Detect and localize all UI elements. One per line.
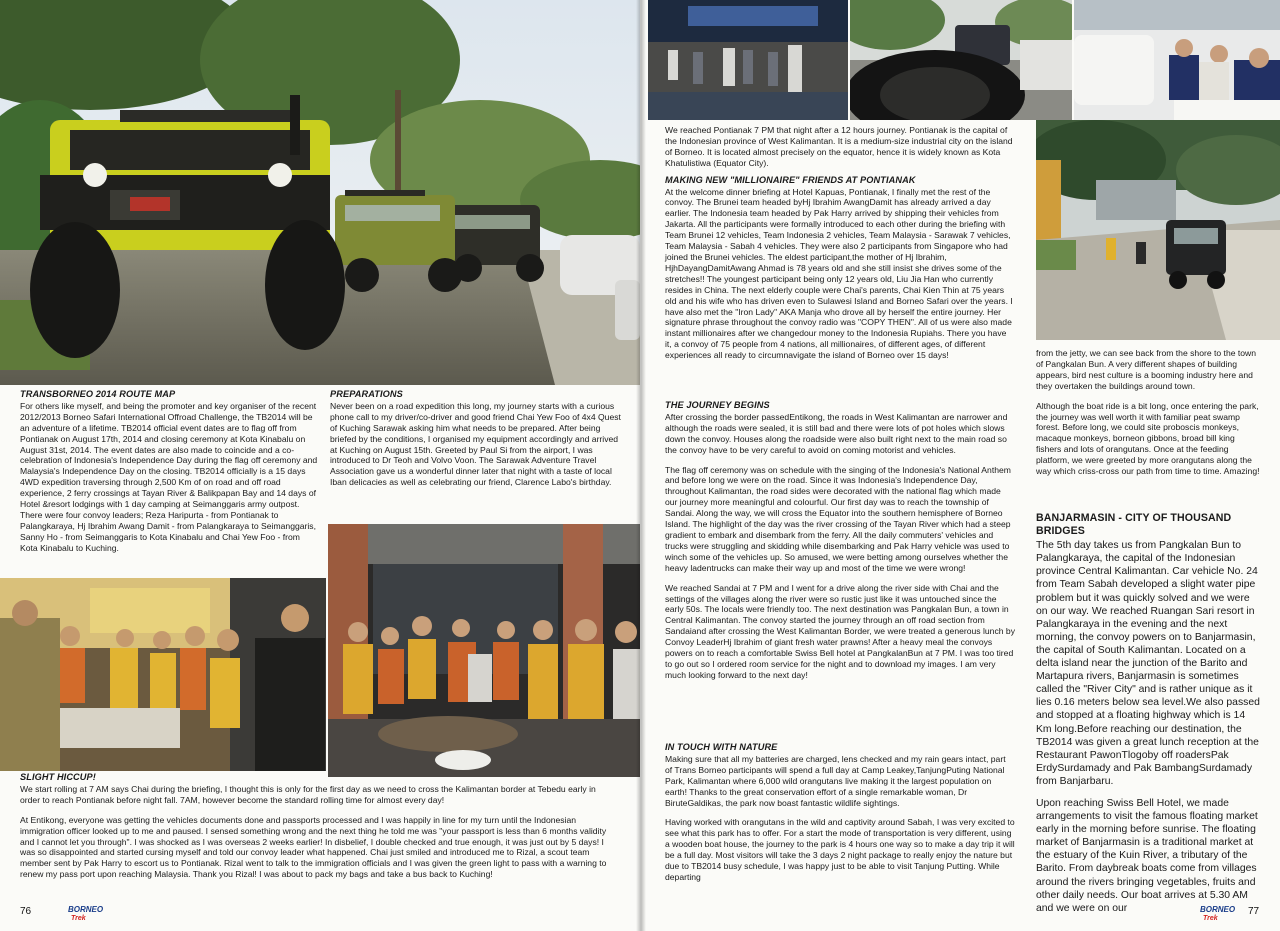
page-number-right: 77 <box>1248 906 1260 917</box>
banjarmasin-paragraph-1: The 5th day takes us from Pangkalan Bun to Palangkaraya, the capital of the Indonesian province Central Kalimantan. Car vehicle No. 24 from Team Sabah developed a slight water pipe problem but it was quickly solved and we were on our way. We reached Ruangan Sari resort in Palangkaraya in the evening and the next morning, the convoy powers on to Banjarmasin, the capital of South Kalimantan. Located on a delta island near the junction of the Barito and Martapura rivers, Banjarmasin is sometimes called the "River City" and is rather unique as it lies 0.16 meters below sea level.We also passed and stopped at a floating highway which is 14 Km long.Before reaching our destination, the TB2014 was given a great lunch reception at the Restaurant PawonTlogoby off roadersPak ErdySurdamady and Pak BambangSurdamady from Banjarbaru. <box>1036 540 1260 787</box>
jetty-section <box>1036 348 1262 486</box>
svg-text:BORNEO: BORNEO <box>68 905 104 914</box>
route-map-heading: TRANSBORNEO 2014 ROUTE MAP <box>20 389 176 399</box>
journey-section <box>665 400 1015 690</box>
page-number-left: 76 <box>20 906 32 917</box>
nature-paragraph-1: Making sure that all my batteries are charged, lens checked and my rain gears intact, part of Trans Borneo participants will spend a full day at Camp Leakey,TanjungPuting National Park, Kalimantan where 6,000 wild orangutans live making it the largest population on earth! Thanks to the great conservation effort of a single remarkable woman, Dr BiruteGaldikas, the park now boast fantastic wildlife sightings. <box>665 753 1006 808</box>
route-map-body: For others like myself, and being the promoter and key organiser of the recent 2012/2013 Borneo Safari International Offroad Challenge, the TB2014 will be an adventure of a lifetime. TB2014 official event dates are to flag off from Pontianak on August 17th, 2014 and closing ceremony at Kota Kinabalu on August 31st, 2014. The event dates are also made to coincide and a co-celebration of Indonesia's Independence Day during the flag off ceremony and Malaysia's Independence Day on the closing. TB2014 officially is a 15 days 4WD expedition traversing through 2,500 Km of on road and off road experience, 2 ferry crossings at Tayan River & Balikpapan Bay and 14 days of Hotel &resort lodgings with 1 day camping at Seimanggaris army outpost. There were four convoy leaders; Reza Haripurta - from Pontianak to Palangkaraya, Hj Ibrahim Awang Damit - from Palangkaraya to Seimanggaris, Sanny Ho - from Seimanggaris to Kota Kinabalu and Chai Yew Foo - from Kota Kinabalu to Kuching. <box>20 400 318 553</box>
nature-paragraph-2: Having worked with orangutans in the wild and captivity around Sabah, I was very excited to see what this park has to offer. For a start the mode of transportation is very different, using a wooden boat house, the journey to the park is 4 hours one way so to make a day trip it will be a full day. Most visitors will take the 3 days 2 night package to really enjoy the nature but due to TB2014 busy schedule, I was happy just to be able to visit Tanjung Putting. While departing <box>665 817 1015 882</box>
hero-photo-4x4-trucks <box>0 0 640 385</box>
pontianak-intro: We reached Pontianak 7 PM that night after a 12 hours journey. Pontianak is the capital of the Indonesian province of West Kalimantan. It is a medium-size industrial city on the island of Borneo. It is located almost precisely on the equator, hence it is widely known as Kota Khatulistiwa (Equator City). <box>665 125 1013 168</box>
hiccup-section <box>20 772 618 889</box>
pontianak-heading: MAKING NEW "MILLIONAIRE" FRIENDS AT PONTIANAK <box>665 174 916 185</box>
jetty-paragraph-1: from the jetty, we can see back from the shore to the town of Pangkalan Bun. A very different shapes of building appears, bird nest culture is a booming industry here and they overtaken the buildings around town. <box>1036 348 1257 391</box>
svg-text:BORNEO: BORNEO <box>1200 905 1236 914</box>
right-page <box>640 0 1280 931</box>
banjarmasin-heading: BANJARMASIN - CITY OF THOUSAND BRIDGES <box>1036 512 1232 538</box>
preparations-section <box>330 389 622 497</box>
photo-group-dinner <box>328 524 640 777</box>
nature-section <box>665 742 1015 892</box>
banjarmasin-paragraph-2: Upon reaching Swiss Bell Hotel, we made arrangements to visit the famous floating market early in the morning before sunrise. The floating market of Banjarmasin is a traditional market at the estuary of the Kuin River, a tributary of the Barito. From daybreak boats come from villages around the rivers bringing vegetables, fruits and other daily needs. Our boat arrives at 5.30 AM and we were on our <box>1036 797 1258 914</box>
route-map-section <box>20 389 318 563</box>
photo-briefing-group <box>0 578 326 771</box>
pontianak-section <box>665 125 1015 370</box>
journey-paragraph-2: The flag off ceremony was on schedule with the singing of the Indonesia's National Anthem and before long we were on the road. Since it was Indonesia's Independence Day, throughout Kalimantan, the road sides were decorated with the national flag which made our journey more meaningful and colourful. Our first day was to reach the township of Sandai. Along the way, we will cross the Equator into the southern hemisphere of Borneo Island. The highlight of the day was the river crossing of the Tayan River which had a steep gradient to embark and disembark from the ferry. All the daily commuters' vehicles and trucks were struggling and skidding while disembarking and Pak Harry vehicle was used to winch some of the vehicles up. So amused, we were betting among ourselves whether the heavy ladentrucks can make their way up and most of the time we were wrong! <box>665 464 1011 573</box>
hiccup-paragraph-2: At Entikong, everyone was getting the vehicles documents done and passports processed and I was happily in line for my turn until the Indonesian immigration officer looked up to me and paused. I sensed something wrong and the next thing he told me was "your passport is less than 6 months validity and I cannot let you through". I was shocked as I was overseas 2 weeks earlier! In disbelief, I double checked and true enough, it was just out by 5 days! I was so disappointed and started cursing myself and told our convoy leader what happened. Chai just smiled and introduced me to Rizal, a scout team member sent by Pak Harry to escort us to Pontianak. Rizal went to talk to the immigration officials and I was given the green light to pass with a warning to renew my pass port upon reaching Malaysia. Thank you Rizal! I was about to pack my bags and take a bus back to Kuching! <box>20 814 607 880</box>
preparations-heading: PREPARATIONS <box>330 389 403 399</box>
journey-paragraph-1: After crossing the border passedEntikong, the roads in West Kalimantan are narrower and although the roads were sealed, it is still bad and there were lots of pot holes which slows down the convoy. Houses along the roadside were also built right next to the main road so the convoy have to be very careful to avoid on coming motorist and vehicles. <box>665 411 1008 455</box>
borneo-logo-right <box>1200 903 1240 921</box>
banjarmasin-section <box>1036 512 1262 924</box>
photo-convoy-registration <box>1074 0 1280 120</box>
journey-heading: THE JOURNEY BEGINS <box>665 400 770 410</box>
pontianak-body: At the welcome dinner briefing at Hotel Kapuas, Pontianak, I finally met the rest of the convoy. The Brunei team headed byHj Ibrahim AwangDamit has already arrived a day earlier. The Indonesia team headed by Pak Harry arrived by shipping their vehicles from Jakarta. All the participants were formally introduced to each other during the briefing with Team Brunei 12 vehicles, Team Indonesia 2 vehicles, Team Malaysia - Sarawak 7 vehicles, Team Malaysia - Sabah 4 vehicles. They were also 2 participants from Singapore who had joined the Brunei vehicles. The eldest participant,the mother of Hj Ibrahim, HjhDayangDamitAwang Ahmad is 78 years old and she still insist she drives some of the stretches!! The youngest participant being only 12 years old, Liu Jia Han who currently resides in China. The next elderly couple were Chai's parents, Chai Kien Thin at 75 years old and his wife who has driven even to Sulawesi Island and Borneo Safari over the years. I have also met the "Iron Lady" AKA Manja who drove all by herself the entire journey. Her signature phrase throughout the convoy radio was "COPY THEN". All of us were also made instant millionaires after we changedour money to the Indonesia Rupiahs. There you have it, a convoy of 75 people from 4 nations, all millionaires, of different ages, of different experiences all ready to circumnavigate the island of Borneo over 15 days! <box>665 186 1013 361</box>
svg-text:Trek: Trek <box>1203 915 1218 921</box>
photo-road-convoy <box>1036 120 1280 340</box>
photo-hotel-entrance <box>648 0 848 120</box>
jetty-paragraph-2: Although the boat ride is a bit long, once entering the park, the journey was well worth it with familiar peat swamp forest. Before long, we could site proboscis monkeys, macaque monkeys, borneon gibbons, broad bill king fishers and lots of orangutans. Once at the feeding platform, we were greeted by more orangutans along the way which criss-cross our path from time to time. Amazing! <box>1036 400 1260 477</box>
nature-heading: IN TOUCH WITH NATURE <box>665 742 778 752</box>
hiccup-heading: SLIGHT HICCUP! <box>20 772 96 782</box>
preparations-body: Never been on a road expedition this long, my journey starts with a curious phone call to my driver/co-driver and good friend Chai Yew Foo of 4x4 Quest of Kuching Sarawak asking him what needs to be prepared. After being briefed by the conditions, I organised my equipment accordingly and arrived at Kuching on August 15th. Greeted by Paul Si from the airport, I was introduced to Dr Teoh and Volvo Voon. The Sarawak Adventure Travel Association gave us a wonderful dinner later that night with a taste of local Iban delicacies as well as celebrating our friend, Clarence Labo's birthday. <box>330 400 621 488</box>
hiccup-paragraph-1: We start rolling at 7 AM says Chai during the briefing, I thought this is only for the first day as we need to cross the Kalimantan border at Tebedu early in order to reach Pontianak before night fall. 7AM, however become the standard rolling time for almost every day! <box>20 783 596 805</box>
borneo-logo-left <box>68 903 108 921</box>
svg-text:Trek: Trek <box>71 915 86 921</box>
page-gutter <box>636 0 646 931</box>
journey-paragraph-3: We reached Sandai at 7 PM and I went for a drive along the river side with Chai and the settings of the villages along the river were so rustic just like it was untouched since the early 50s. The locals were friendly too. The next destination was Pangkalan Bun, a town in Central Kalimantan. The convoy started the journey through an off road section from Sandaiand after crossing the West Kalimantan Border, we were treated a generous lunch by Convoy LeaderHj Ibrahim of giant fresh water prawns! After a heavy meal the convoys powers on to reach a comfortable Swiss Bell hotel at PangkalanBun at 7 PM. I was too tired to go out so I ordered room service for the night and to download my images. I am very much looking forward to the next day! <box>665 582 1016 680</box>
photo-trucks-tires <box>850 0 1072 120</box>
